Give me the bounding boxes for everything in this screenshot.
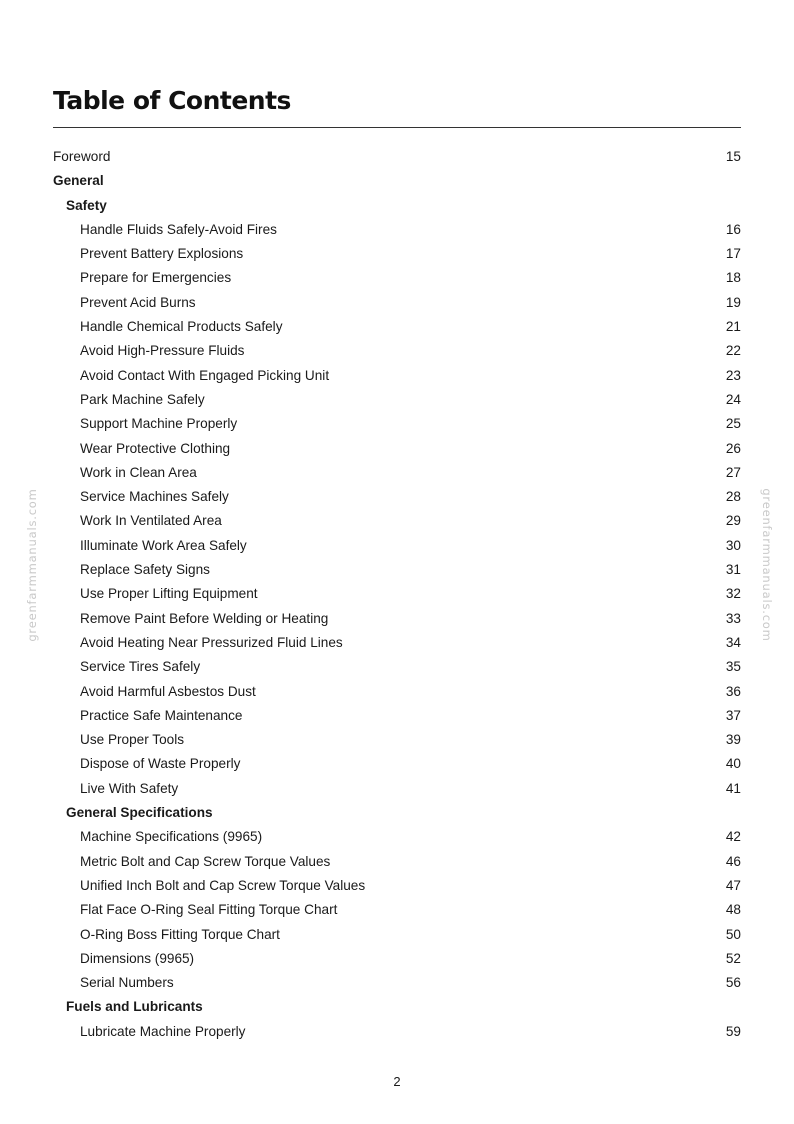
toc-entry[interactable] <box>53 218 741 242</box>
toc-entry[interactable] <box>53 874 741 898</box>
toc-section-heading[interactable] <box>53 995 741 1019</box>
toc-entry-label: Replace Safety Signs <box>80 562 210 578</box>
toc-entry[interactable] <box>53 777 741 801</box>
toc-entry-page: 16 <box>725 221 741 237</box>
toc-entry-label: General Specifications <box>66 805 213 821</box>
toc-entry[interactable] <box>53 461 741 485</box>
toc-entry-page: 29 <box>725 513 741 529</box>
toc-entry[interactable] <box>53 971 741 995</box>
toc-entry[interactable] <box>53 631 741 655</box>
toc-entry-page: 36 <box>725 683 741 699</box>
toc-entry[interactable] <box>53 1020 741 1044</box>
toc-entry[interactable] <box>53 607 741 631</box>
toc-entry[interactable] <box>53 145 741 169</box>
toc-entry-label: Avoid Contact With Engaged Picking Unit <box>80 367 330 383</box>
toc-section-heading[interactable] <box>53 194 741 218</box>
toc-entry-label: Use Proper Tools <box>80 732 185 748</box>
toc-entry[interactable] <box>53 680 741 704</box>
toc-entry-page: 34 <box>725 634 741 650</box>
toc-entry[interactable] <box>53 364 741 388</box>
toc-entry-label: Use Proper Lifting Equipment <box>80 586 258 602</box>
toc-entry[interactable] <box>53 825 741 849</box>
page-title: Table of Contents <box>53 86 291 115</box>
toc-entry[interactable] <box>53 291 741 315</box>
toc-entry-label: Machine Specifications (9965) <box>80 829 263 845</box>
toc-entry[interactable] <box>53 412 741 436</box>
toc-entry-label: Serial Numbers <box>80 975 174 991</box>
toc-section-heading[interactable] <box>53 801 741 825</box>
toc-entry-page: 30 <box>725 537 741 553</box>
toc-entry-label: Lubricate Machine Properly <box>80 1023 246 1039</box>
toc-entry-label: Dimensions (9965) <box>80 950 195 966</box>
toc-entry[interactable] <box>53 898 741 922</box>
toc-entry-label: Work In Ventilated Area <box>80 513 222 529</box>
toc-entry-label: Unified Inch Bolt and Cap Screw Torque Values <box>80 877 366 893</box>
toc-entry-label: Avoid High-Pressure Fluids <box>80 343 245 359</box>
toc-list <box>53 145 741 1044</box>
toc-entry-label: Support Machine Properly <box>80 416 238 432</box>
toc-entry[interactable] <box>53 582 741 606</box>
toc-entry-page: 24 <box>725 391 741 407</box>
toc-entry-label: Safety <box>66 197 107 213</box>
toc-entry-label: Work in Clean Area <box>80 464 197 480</box>
toc-entry[interactable] <box>53 728 741 752</box>
toc-entry-label: Fuels and Lubricants <box>66 999 203 1015</box>
toc-entry-label: Foreword <box>53 149 111 164</box>
toc-entry-page: 35 <box>725 659 741 675</box>
toc-entry-page: 47 <box>725 877 741 893</box>
toc-entry-page: 21 <box>725 319 741 335</box>
toc-entry-label: Prepare for Emergencies <box>80 270 232 286</box>
toc-entry-page: 23 <box>725 367 741 383</box>
toc-entry-label: General <box>53 173 104 189</box>
toc-entry-page: 22 <box>725 343 741 359</box>
toc-entry-page: 27 <box>725 464 741 480</box>
toc-entry-label: Practice Safe Maintenance <box>80 707 243 723</box>
toc-entry-page: 50 <box>725 926 741 942</box>
toc-entry[interactable] <box>53 509 741 533</box>
toc-entry[interactable] <box>53 315 741 339</box>
toc-entry-page: 37 <box>725 707 741 723</box>
toc-entry-page: 46 <box>725 853 741 869</box>
toc-entry-label: Service Machines Safely <box>80 489 229 505</box>
toc-entry-page: 39 <box>725 732 741 748</box>
toc-entry-page: 28 <box>725 489 741 505</box>
toc-entry-page: 40 <box>725 756 741 772</box>
toc-entry[interactable] <box>53 437 741 461</box>
title-divider <box>53 127 741 128</box>
toc-entry-page: 52 <box>725 950 741 966</box>
toc-entry-label: Handle Fluids Safely-Avoid Fires <box>80 221 277 237</box>
watermark-left: greenfarmmanuals.com <box>25 488 39 642</box>
toc-entry[interactable] <box>53 752 741 776</box>
toc-entry-label: Flat Face O-Ring Seal Fitting Torque Chart <box>80 902 338 918</box>
toc-entry-page: 56 <box>725 975 741 991</box>
toc-entry-page: 48 <box>725 902 741 918</box>
toc-entry-label: O-Ring Boss Fitting Torque Chart <box>80 926 280 942</box>
toc-entry-page: 32 <box>725 586 741 602</box>
toc-entry[interactable] <box>53 388 741 412</box>
toc-entry-page: 33 <box>725 610 741 626</box>
toc-entry[interactable] <box>53 266 741 290</box>
toc-entry-page: 17 <box>725 246 741 262</box>
toc-entry[interactable] <box>53 339 741 363</box>
toc-entry-page: 42 <box>725 829 741 845</box>
toc-entry-label: Illuminate Work Area Safely <box>80 537 247 553</box>
toc-entry[interactable] <box>53 242 741 266</box>
toc-entry-page: 19 <box>725 294 741 310</box>
toc-entry-page: 18 <box>725 270 741 286</box>
toc-entry-page: 26 <box>725 440 741 456</box>
toc-entry-label: Avoid Heating Near Pressurized Fluid Lines <box>80 634 343 650</box>
toc-entry-label: Prevent Battery Explosions <box>80 246 244 262</box>
toc-entry-label: Remove Paint Before Welding or Heating <box>80 610 329 626</box>
watermark-right: greenfarmmanuals.com <box>760 488 774 642</box>
toc-entry[interactable] <box>53 655 741 679</box>
toc-entry-label: Service Tires Safely <box>80 659 201 675</box>
toc-entry-label: Avoid Harmful Asbestos Dust <box>80 683 256 699</box>
toc-entry[interactable] <box>53 485 741 509</box>
toc-entry[interactable] <box>53 534 741 558</box>
toc-entry-label: Metric Bolt and Cap Screw Torque Values <box>80 853 331 869</box>
toc-section-heading[interactable] <box>53 169 741 193</box>
toc-entry-label: Handle Chemical Products Safely <box>80 319 283 335</box>
toc-entry-label: Dispose of Waste Properly <box>80 756 241 772</box>
toc-entry-page: 25 <box>725 416 741 432</box>
toc-entry-page: 59 <box>725 1023 741 1039</box>
page-number: 2 <box>393 1074 401 1089</box>
toc-entry[interactable] <box>53 558 741 582</box>
toc-entry-label: Live With Safety <box>80 780 179 796</box>
toc-entry-label: Prevent Acid Burns <box>80 294 196 310</box>
toc-entry-page: 15 <box>725 149 741 164</box>
toc-entry-page: 41 <box>725 780 741 796</box>
toc-entry[interactable] <box>53 704 741 728</box>
toc-entry-page: 31 <box>725 562 741 578</box>
toc-entry-label: Wear Protective Clothing <box>80 440 231 456</box>
toc-entry[interactable] <box>53 850 741 874</box>
toc-entry-label: Park Machine Safely <box>80 391 205 407</box>
toc-entry[interactable] <box>53 947 741 971</box>
toc-entry[interactable] <box>53 923 741 947</box>
